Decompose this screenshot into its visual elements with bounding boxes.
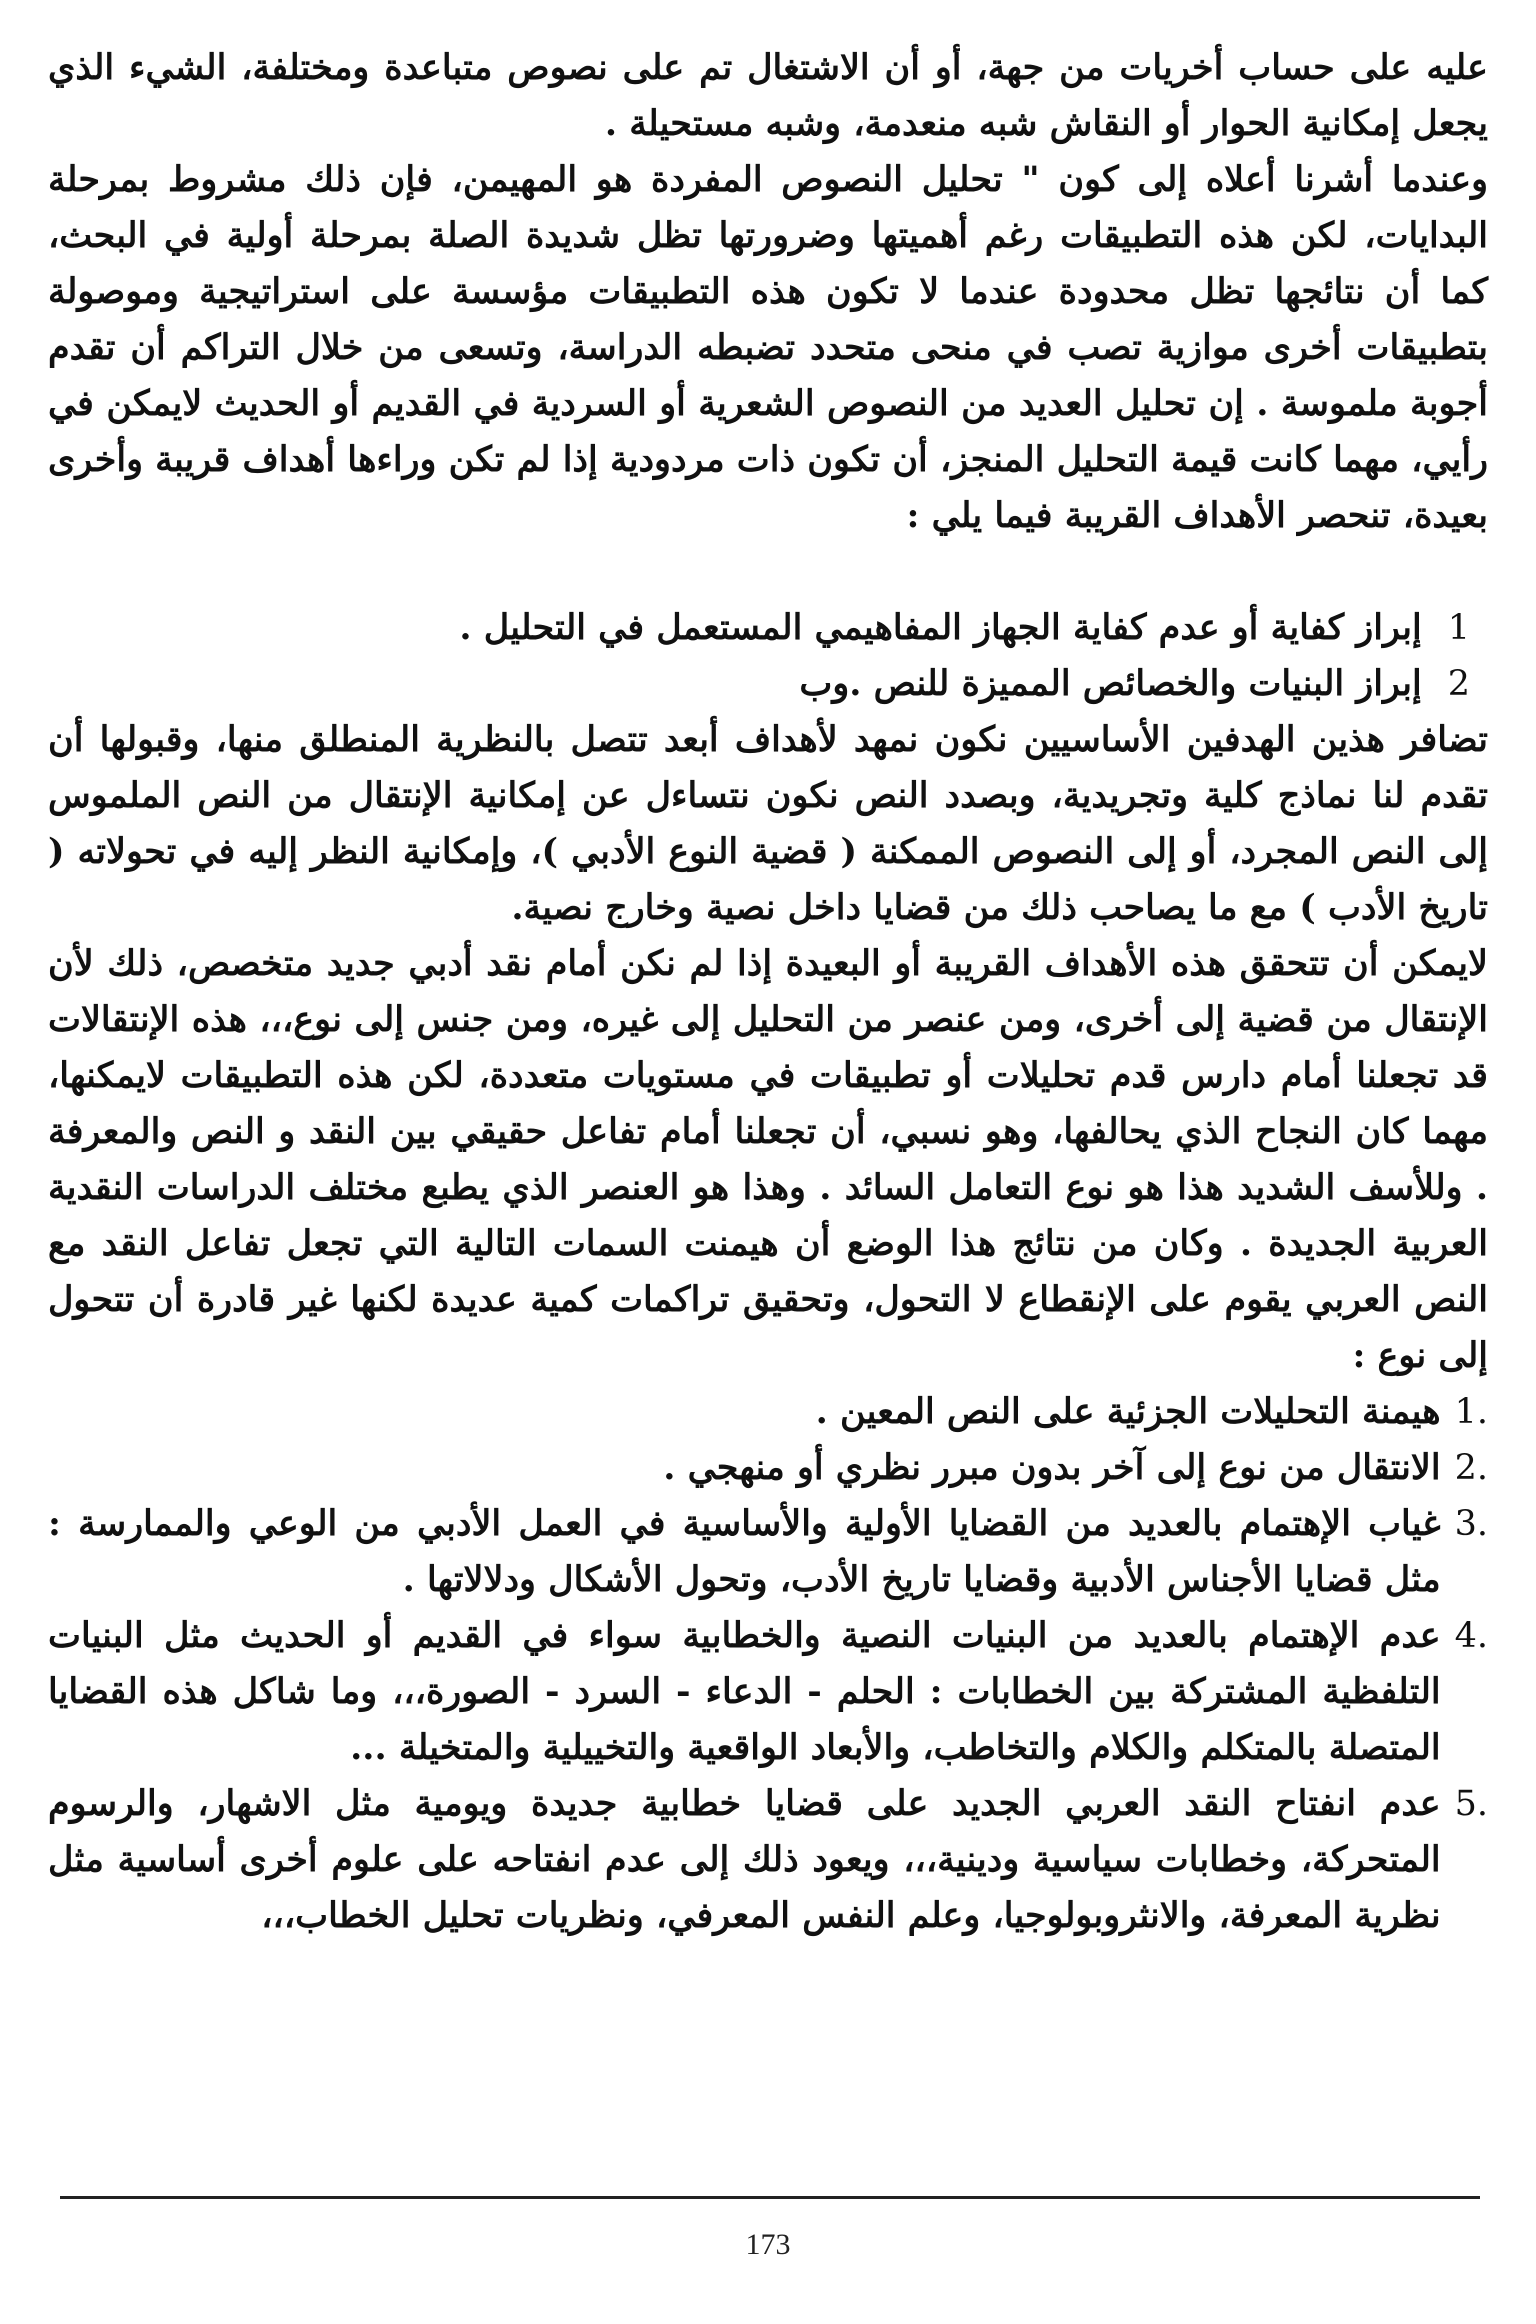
goal-text: إبراز البنيات والخصائص المميزة للنص .وب xyxy=(799,663,1422,704)
paragraph-4: لايمكن أن تتحقق هذه الأهداف القريبة أو البعيدة إذا لم نكن أمام نقد أدبي جديد متخصص، ذلك لأن الإنتقال من قضية إلى أخرى، ومن عنصر من التحليل إلى غيره، ومن جنس إلى نوع،،، هذه الإنتقالات قد تجعلنا أمام دارس قدم تحليلات أو تطبيقات في مستويات متعددة، لكن هذه التطبيقات لايمكنها، مهما كان النجاح الذي يحالفها، وهو نسبي، أن تجعلنا أمام تفاعل حقيقي بين النقد و النص والمعرفة . وللأسف الشديد هذا هو نوع التعامل السائد . وهذا هو العنصر الذي يطبع مختلف الدراسات النقدية العربية الجديدة . وكان من نتائج هذا الوضع أن هيمنت السمات التالية التي تجعل تفاعل النقد مع النص العربي يقوم على الإنقطاع لا التحول، وتحقيق تراكمات كمية عديدة لكنها غير قادرة أن تتحول إلى نوع : xyxy=(48,943,1488,1376)
feature-text: هيمنة التحليلات الجزئية على النص المعين . xyxy=(815,1391,1441,1432)
feature-item-1 xyxy=(48,1384,1488,1440)
feature-text: عدم انفتاح النقد العربي الجديد على قضايا خطابية جديدة ويومية مثل الاشهار، والرسوم المتحركة، وخطابات سياسية ودينية،،، ويعود ذلك إلى عدم انفتاحه على علوم أخرى أساسية مثل نظرية المعرفة، والانثروبولوجيا، وعلم النفس المعرفي، ونظريات تحليل الخطاب،،، xyxy=(48,1783,1441,1936)
goal-number: 1 xyxy=(1447,608,1470,648)
feature-item-5 xyxy=(48,1776,1488,1944)
page-number: 173 xyxy=(745,2228,791,2261)
goal-text: إبراز كفاية أو عدم كفاية الجهاز المفاهيمي المستعمل في التحليل . xyxy=(459,607,1422,648)
spacer xyxy=(48,544,1488,600)
intro-paragraph: عليه على حساب أخريات من جهة، أو أن الاشتغال تم على نصوص متباعدة ومختلفة، الشيء الذي يجعل إمكانية الحوار أو النقاش شبه منعدمة، وشبه مستحيلة . xyxy=(48,47,1488,144)
feature-text: الانتقال من نوع إلى آخر بدون مبرر نظري أو منهجي . xyxy=(663,1447,1441,1488)
feature-text: غياب الإهتمام بالعديد من القضايا الأولية والأساسية في العمل الأدبي من الوعي والممارسة : مثل قضايا الأجناس الأدبية وقضايا تاريخ الأدب، وتحول الأشكال ودلالاتها . xyxy=(48,1503,1441,1600)
goal-item-2 xyxy=(48,656,1488,712)
feature-number: 4. xyxy=(1454,1616,1488,1656)
paragraph-2: وعندما أشرنا أعلاه إلى كون " تحليل النصوص المفردة هو المهيمن، فإن ذلك مشروط بمرحلة البدايات، لكن هذه التطبيقات رغم أهميتها وضرورتها تظل شديدة الصلة بمرحلة أولية في البحث، كما أن نتائجها تظل محدودة عندما لا تكون هذه التطبيقات مؤسسة على استراتيجية وموصولة بتطبيقات أخرى موازية تصب في منحى متحدد تضبطه الدراسة، وتسعى من خلال التراكم أن تقدم أجوبة ملموسة . إن تحليل العديد من النصوص الشعرية أو السردية في القديم أو الحديث لايمكن في رأيي، مهما كانت قيمة التحليل المنجز، أن تكون ذات مردودية إذا لم تكن وراءها أهداف قريبة وأخرى بعيدة، تنحصر الأهداف القريبة فيما يلي : xyxy=(48,159,1488,536)
page-body xyxy=(48,40,1488,2284)
feature-number: 3. xyxy=(1454,1504,1488,1544)
feature-number: 2. xyxy=(1454,1448,1488,1488)
feature-item-2 xyxy=(48,1440,1488,1496)
feature-text: عدم الإهتمام بالعديد من البنيات النصية والخطابية سواء في القديم أو الحديث مثل البنيات التلفظية المشتركة بين الخطابات : الحلم - الدعاء - السرد - الصورة،،، وما شاكل هذه القضايا المتصلة بالمتكلم والكلام والتخاطب، والأبعاد الواقعية والتخييلية والمتخيلة ... xyxy=(48,1615,1441,1768)
feature-number: 5. xyxy=(1454,1784,1488,1824)
goal-number: 2 xyxy=(1447,664,1470,704)
feature-item-4 xyxy=(48,1608,1488,1776)
paragraph-3: تضافر هذين الهدفين الأساسيين نكون نمهد لأهداف أبعد تتصل بالنظرية المنطلق منها، وقبولها أن تقدم لنا نماذج كلية وتجريدية، وبصدد النص نكون نتساءل عن إمكانية الإنتقال من النص الملموس إلى النص المجرد، أو إلى النصوص الممكنة ( قضية النوع الأدبي )، وإمكانية النظر إليه في تحولاته ( تاريخ الأدب ) مع ما يصاحب ذلك من قضايا داخل نصية وخارج نصية. xyxy=(48,719,1488,928)
goal-item-1 xyxy=(48,600,1488,656)
feature-number: 1. xyxy=(1454,1392,1488,1432)
footer-divider xyxy=(60,2196,1480,2199)
feature-item-3 xyxy=(48,1496,1488,1608)
